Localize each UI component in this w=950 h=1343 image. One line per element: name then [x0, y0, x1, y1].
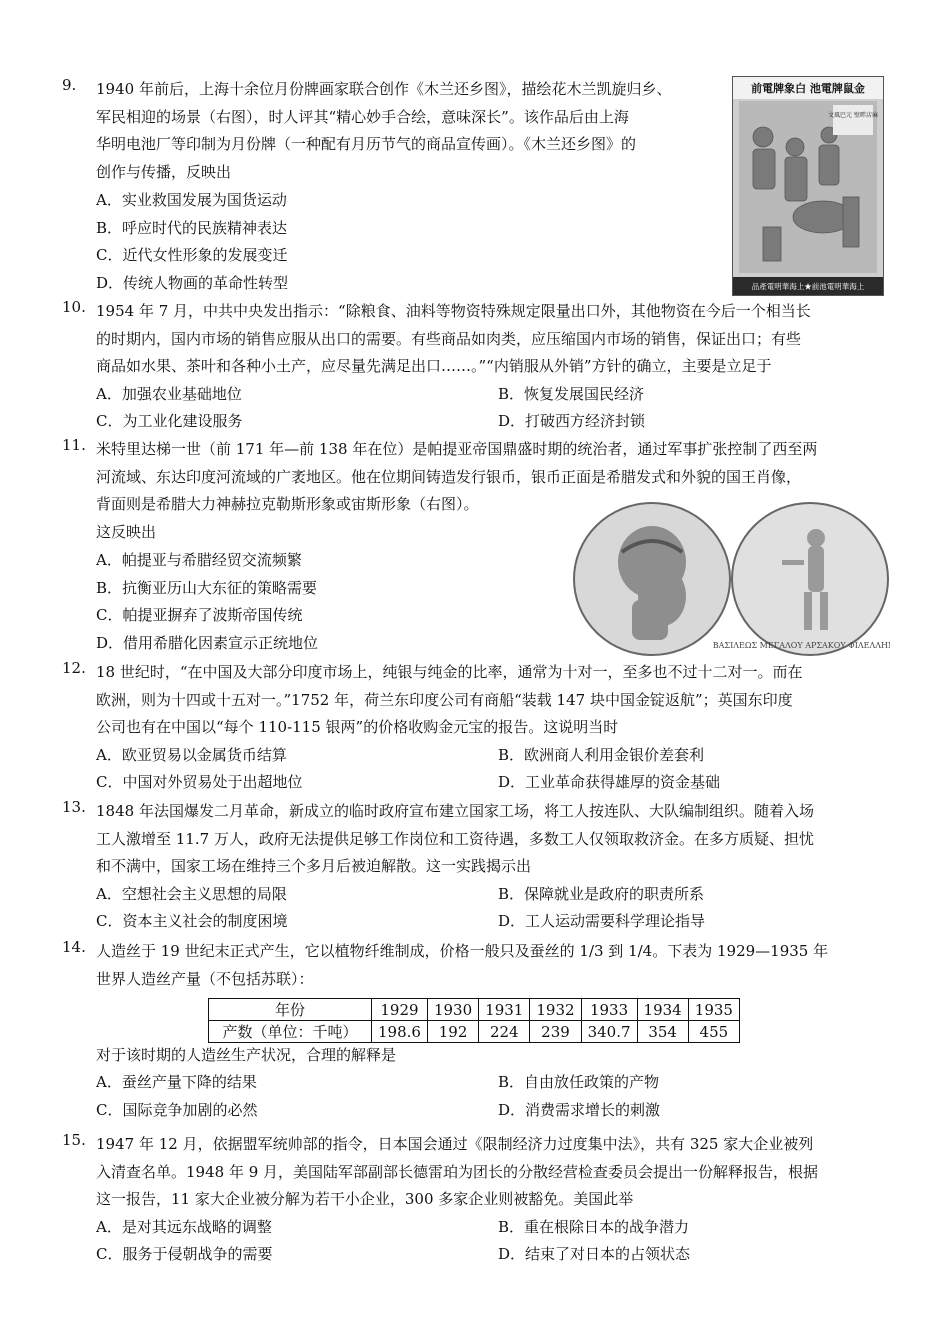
question-15: [62, 1131, 892, 1263]
option-a[interactable]: A．欧亚贸易以金属货币结算: [96, 746, 287, 764]
table-cell-value: 198.6: [372, 1021, 428, 1043]
question-number: 10.: [62, 298, 86, 316]
table-header-label: 年份: [209, 999, 372, 1021]
question-number: 15.: [62, 1131, 86, 1149]
option-c[interactable]: C．资本主义社会的制度困境: [96, 912, 288, 930]
stem-line: 1848 年法国爆发二月革命，新成立的临时政府宣布建立国家工场，将工人按连队、大队编制组织。随着入场: [96, 802, 814, 820]
stem-line: 背面则是希腊大力神赫拉克勒斯形象或宙斯形象（右图）。: [96, 495, 479, 514]
option-b[interactable]: B．欧洲商人利用金银价差套利: [498, 746, 705, 764]
stem-line: 1947 年 12 月，依据盟军统帅部的指令，日本国会通过《限制经济力过度集中法》，共有 325 家大企业被列: [96, 1135, 814, 1153]
table-cell-year: 1929: [372, 999, 428, 1021]
option-b[interactable]: B．自由放任政策的产物: [498, 1073, 660, 1091]
table-cell-year: 1935: [688, 999, 739, 1021]
option-c[interactable]: C．国际竞争加剧的必然: [96, 1101, 258, 1119]
poster-illustration: [733, 77, 883, 295]
stem-line: 人造丝于 19 世纪末正式产生，它以植物纤维制成，价格一般只及蚕丝的 1/3 到 1/4。下表为 1929—1935 年: [96, 942, 829, 960]
stem-line: 河流域、东达印度河流域的广袤地区。他在位期间铸造发行银币，银币正面是希腊发式和外貌的国王肖像，: [96, 467, 802, 486]
question-number: 12.: [62, 659, 86, 677]
stem-line: 1954 年 7 月，中共中央发出指示：“除粮食、油料等物资特殊规定限量出口外，其他物资在今后一个相当长: [96, 302, 811, 320]
option-c[interactable]: C．中国对外贸易处于出超地位: [96, 773, 303, 791]
question-stem: [96, 798, 892, 881]
calendar-poster-image: [732, 76, 884, 296]
coin-image: [570, 500, 890, 658]
question-stem: [96, 298, 892, 381]
table-row: [209, 1021, 740, 1043]
table-cell-value: 340.7: [581, 1021, 637, 1043]
table-cell-value: 354: [637, 1021, 688, 1043]
option-d[interactable]: D．借用希腊化因素宣示正统地位: [96, 634, 319, 652]
option-c[interactable]: C．为工业化建设服务: [96, 412, 243, 430]
stem-line: 18 世纪时，“在中国及大部分印度市场上，纯银与纯金的比率，通常为十对一，至多也不过十二对一。而在: [96, 663, 803, 681]
option-c[interactable]: C．服务于侵朝战争的需要: [96, 1245, 273, 1263]
stem-line: 这反映出: [96, 523, 157, 542]
question-number: 9.: [62, 76, 77, 94]
table-row: [209, 999, 740, 1021]
question-stem: [96, 659, 892, 742]
poster-side-text: 文風巴元 壁畔店麻: [828, 112, 878, 119]
question-number: 13.: [62, 798, 86, 816]
table-cell-year: 1930: [427, 999, 478, 1021]
stem-line: 入清查名单。1948 年 9 月，美国陆军部副部长德雷珀为团长的分散经营检查委员会提出一份解释报告，根据: [96, 1162, 819, 1181]
stem-line: 世界人造丝产量（不包括苏联）：: [96, 969, 314, 988]
option-c[interactable]: C．近代女性形象的发展变迁: [96, 246, 288, 264]
question-number: 14.: [62, 938, 86, 956]
table-cell-year: 1932: [530, 999, 581, 1021]
option-b[interactable]: B．呼应时代的民族精神表达: [96, 219, 288, 237]
stem-line: 欧洲，则为十四或十五对一。”1752 年，荷兰东印度公司有商船“装载 147 块中国金锭返航”；英国东印度: [96, 690, 793, 709]
question-stem: [96, 1131, 892, 1214]
question-10: [62, 298, 892, 430]
table-cell-value: 455: [688, 1021, 739, 1043]
stem-line: 创作与传播，反映出: [96, 163, 232, 182]
poster-top-text: 前電牌象白 池電牌鼠金: [751, 82, 865, 95]
question-12: [62, 659, 892, 791]
question-stem: [96, 938, 892, 993]
stem-line: 工人激增至 11.7 万人，政府无法提供足够工作岗位和工资待遇，多数工人仅领取救济金。在多方质疑、担忧: [96, 829, 814, 848]
coin-illustration: [570, 500, 890, 658]
coin-inscription: ΒΑΣΙΛΕΩΣ ΜΕΓΑΛΟΥ ΑΡΣΑΚΟΥ ΦΙΛΕΛΛΗΝΟΣ: [712, 641, 890, 650]
table-cell-value: 224: [479, 1021, 530, 1043]
option-a[interactable]: A．加强农业基础地位: [96, 385, 242, 403]
option-a[interactable]: A．蚕丝产量下降的结果: [96, 1073, 257, 1091]
option-b[interactable]: B．抗衡亚历山大东征的策略需要: [96, 579, 318, 597]
option-a[interactable]: A．实业救国发展为国货运动: [96, 191, 287, 209]
option-a[interactable]: A．帕提亚与希腊经贸交流频繁: [96, 551, 302, 569]
stem-line: 这一报告，11 家大企业被分解为若干小企业，300 多家企业则被豁免。美国此举: [96, 1190, 634, 1209]
question-9: [62, 76, 722, 292]
option-b[interactable]: B．恢复发展国民经济: [498, 385, 645, 403]
stem-line: 和不满中，国家工场在维持三个多月后被迫解散。这一实践揭示出: [96, 857, 532, 876]
stem-line: 1940 年前后，上海十余位月份牌画家联合创作《木兰还乡图》，描绘花木兰凯旋归乡、: [96, 80, 672, 98]
table-cell-year: 1933: [581, 999, 637, 1021]
option-d[interactable]: D．传统人物画的革命性转型: [96, 274, 289, 292]
option-b[interactable]: B．保障就业是政府的职责所系: [498, 885, 705, 903]
table-header-label: 产数（单位：千吨）: [209, 1021, 372, 1043]
question-follow-up: 对于该时期的人造丝生产状况，合理的解释是: [96, 1046, 397, 1064]
question-13: [62, 798, 892, 930]
option-c[interactable]: C．帕提亚摒弃了波斯帝国传统: [96, 606, 303, 624]
option-a[interactable]: A．是对其远东战略的调整: [96, 1218, 272, 1236]
stem-line: 军民相迎的场景（右图），时人评其“精心妙手合绘，意味深长”。该作品后由上海: [96, 107, 629, 126]
stem-line: 米特里达梯一世（前 171 年—前 138 年在位）是帕提亚帝国鼎盛时期的统治者，通过军事扩张控制了西至两: [96, 440, 818, 458]
option-d[interactable]: D．工人运动需要科学理论指导: [498, 912, 706, 930]
poster-bottom-text: 品產電明華海上★前池電明華海上: [751, 282, 865, 291]
table-cell-value: 239: [530, 1021, 581, 1043]
option-d[interactable]: D．结束了对日本的占领状态: [498, 1245, 691, 1263]
option-d[interactable]: D．打破西方经济封锁: [498, 412, 646, 430]
option-d[interactable]: D．消费需求增长的刺激: [498, 1101, 661, 1119]
table-cell-value: 192: [427, 1021, 478, 1043]
stem-line: 商品如水果、茶叶和各种小土产，应尽量先满足出口……。”“内销服从外销”方针的确立，主要是立足于: [96, 357, 772, 376]
rayon-production-table: [208, 998, 740, 1043]
table-cell-year: 1934: [637, 999, 688, 1021]
stem-line: 的时期内，国内市场的销售应服从出口的需要。有些商品如肉类，应压缩国内市场的销售，保证出口；有些: [96, 329, 802, 348]
stem-line: 公司也有在中国以“每个 110-115 银两”的价格收购金元宝的报告。这说明当时: [96, 718, 619, 737]
stem-line: 华明电池厂等印制为月份牌（一种配有月历节气的商品宣传画）。《木兰还乡图》的: [96, 135, 637, 154]
option-b[interactable]: B．重在根除日本的战争潜力: [498, 1218, 690, 1236]
question-stem: [96, 76, 722, 187]
option-a[interactable]: A．空想社会主义思想的局限: [96, 885, 287, 903]
table-cell-year: 1931: [479, 999, 530, 1021]
option-d[interactable]: D．工业革命获得雄厚的资金基础: [498, 773, 721, 791]
question-number: 11.: [62, 436, 86, 454]
